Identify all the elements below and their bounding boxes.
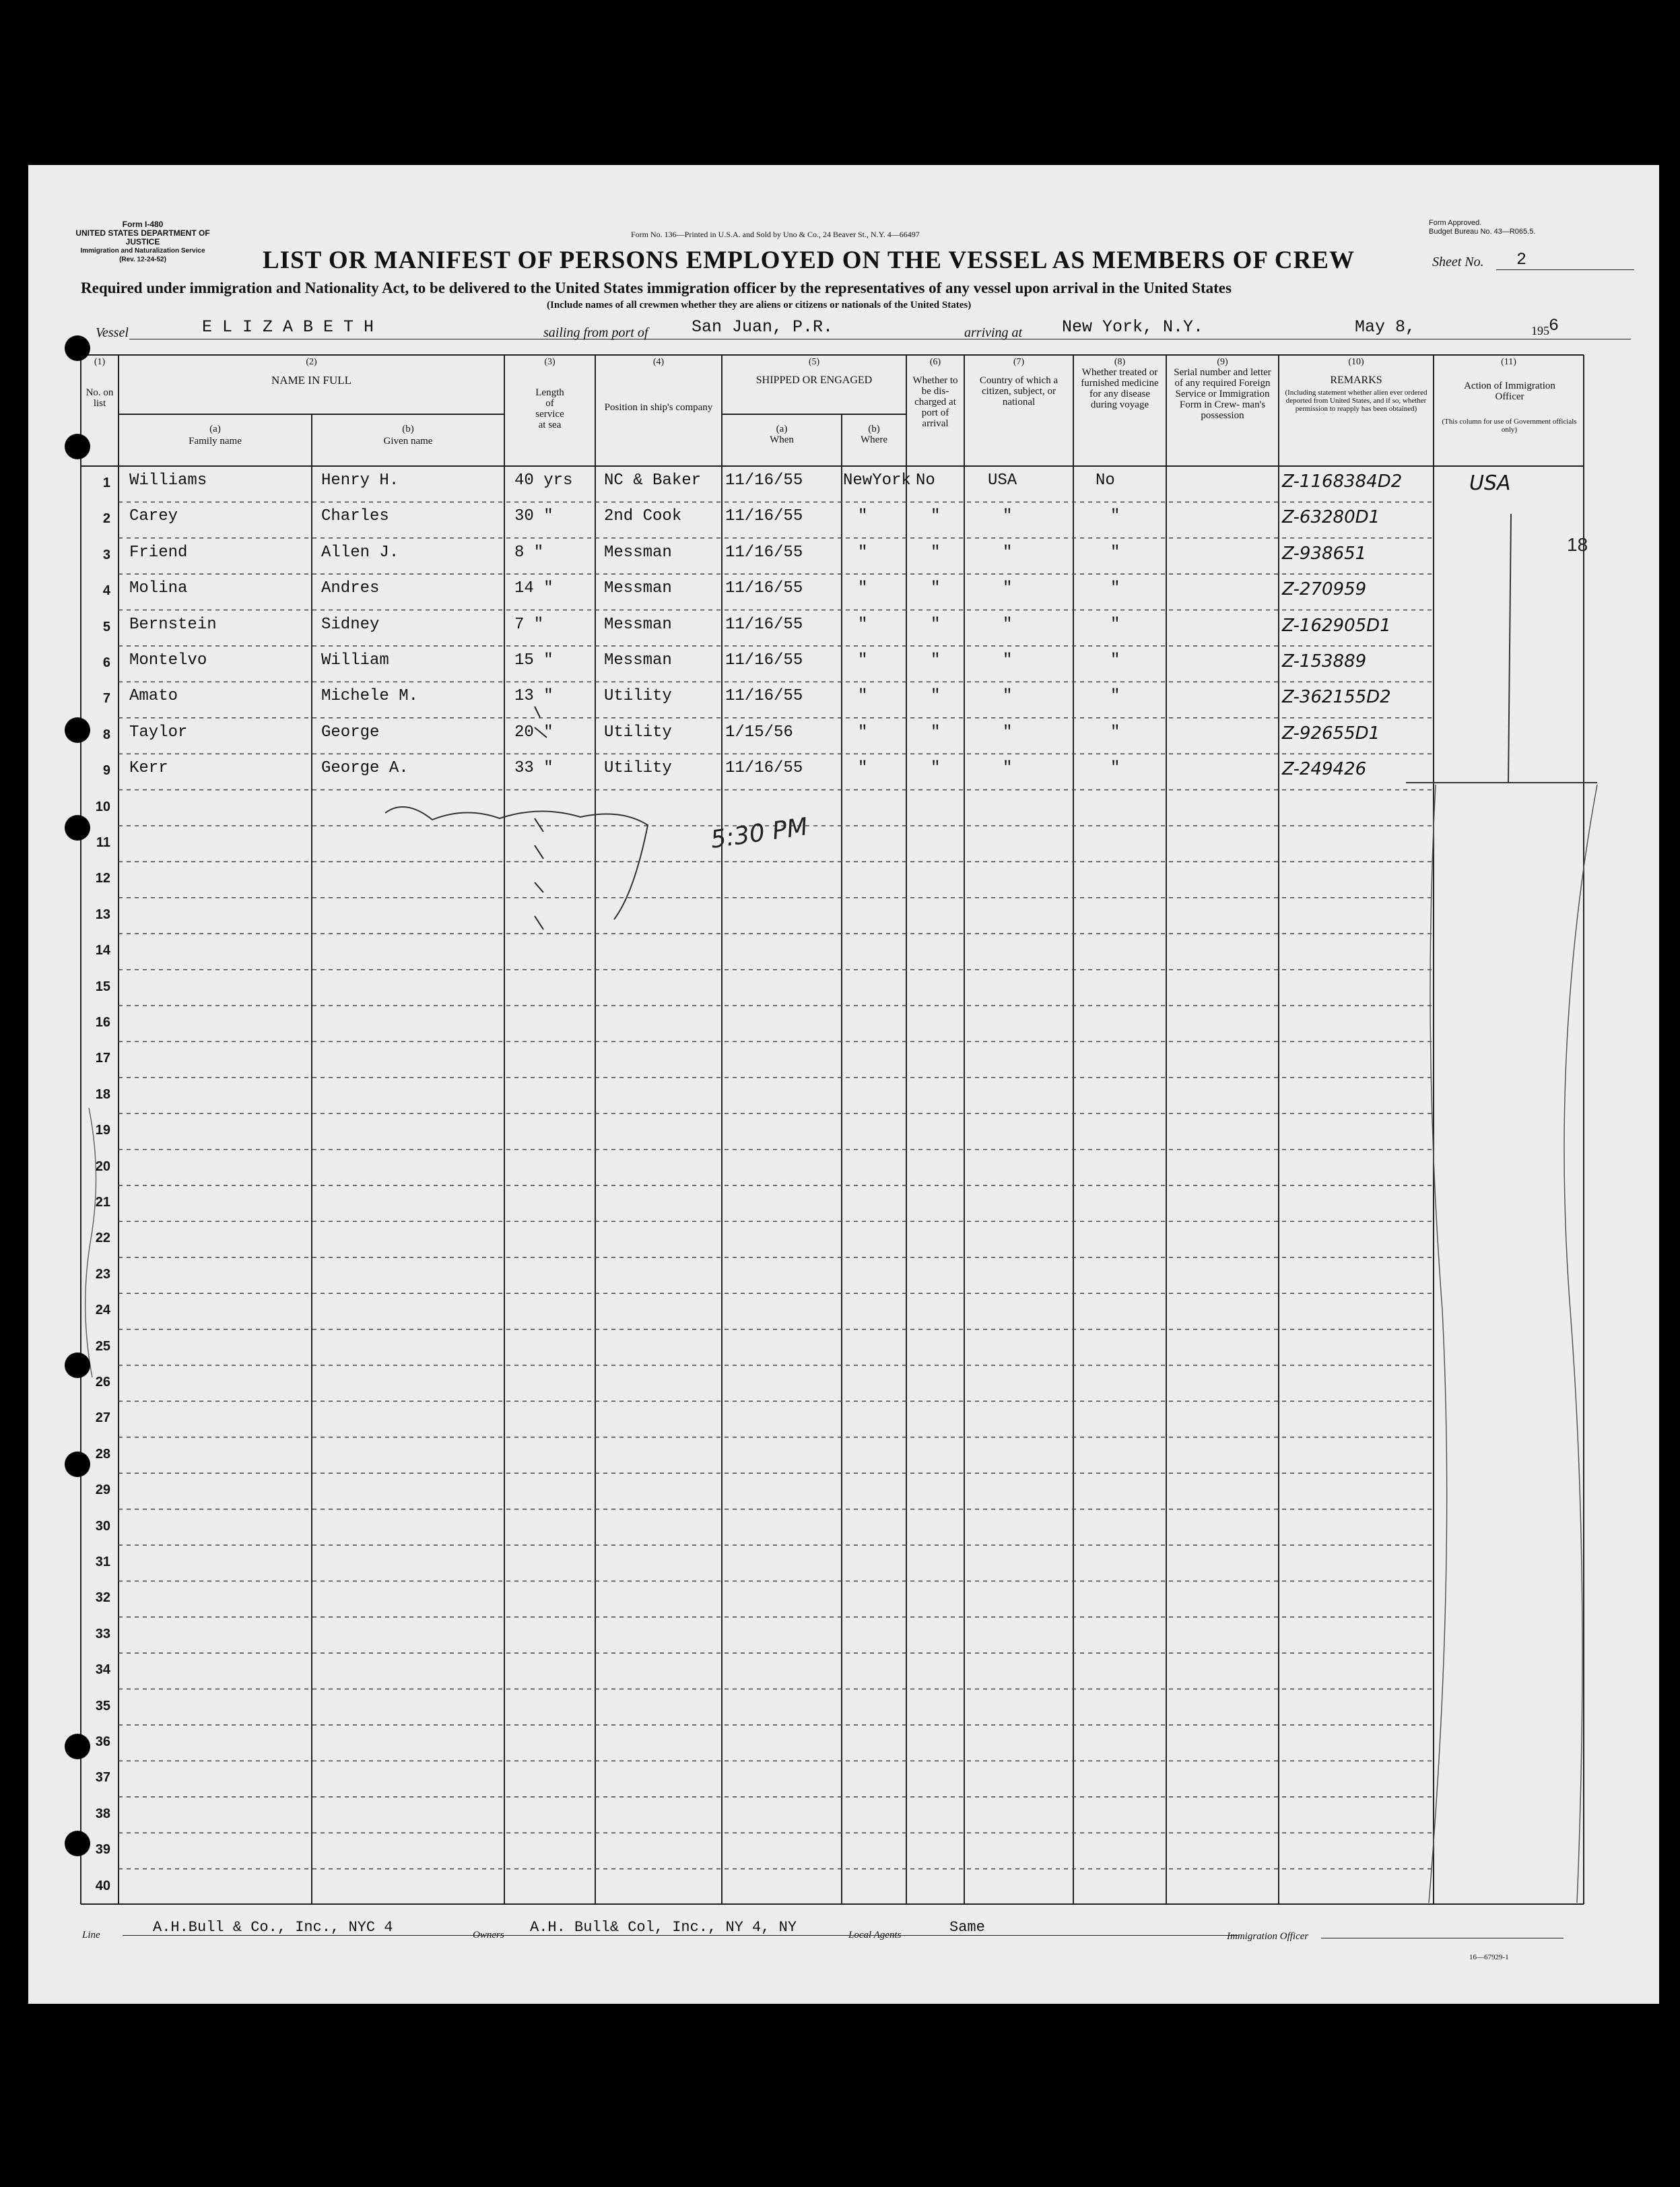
family-name-cell: Montelvo: [129, 651, 207, 670]
punch-hole: [65, 1734, 90, 1759]
country-cell: ": [1003, 543, 1013, 562]
officer-label: Immigration Officer: [1227, 1931, 1309, 1942]
arrival-port: New York, N.Y.: [1062, 317, 1204, 337]
shipped-when-cell: 11/16/55: [725, 615, 803, 634]
medicine-cell: ": [1110, 759, 1120, 778]
row-number: 20: [95, 1158, 110, 1174]
page-title: LIST OR MANIFEST OF PERSONS EMPLOYED ON THE VESSEL AS MEMBERS OF CREW: [263, 247, 1355, 274]
punch-hole: [65, 1451, 90, 1477]
punch-hole: [65, 815, 90, 841]
col-num: (6): [929, 357, 941, 367]
shipped-when-cell: 11/16/55: [725, 471, 803, 490]
shipped-where-cell: ": [858, 687, 868, 706]
remarks-cell: Z-92655D1: [1282, 723, 1380, 744]
discharged-cell: ": [931, 579, 941, 598]
row-number: 31: [95, 1555, 110, 1569]
printer-note: Form No. 136—Printed in U.S.A. and Sold by Uno & Co., 24 Beaver St., N.Y. 4—66497: [631, 230, 920, 239]
position-cell: Messman: [604, 543, 672, 562]
col-num: (1): [94, 357, 106, 367]
shipped-where-cell: ": [858, 543, 868, 562]
row-number: 28: [95, 1446, 110, 1462]
punch-hole: [65, 1831, 90, 1856]
row-number: 11: [96, 835, 110, 850]
country-cell: ": [1003, 651, 1013, 670]
discharged-cell: ": [931, 687, 941, 706]
owners-label: Owners: [473, 1930, 504, 1940]
given-name-cell: Andres: [321, 579, 380, 598]
col-num: (7): [1013, 357, 1025, 367]
position-cell: Messman: [604, 615, 672, 634]
discharged-cell: ": [931, 651, 941, 670]
remarks-cell: Z-249426: [1282, 759, 1367, 780]
row-number: 7: [102, 691, 110, 707]
year-prefix: 195: [1531, 324, 1549, 337]
col-header-family: Family name: [189, 436, 242, 447]
position-cell: NC & Baker: [604, 471, 702, 490]
country-cell: ": [1003, 723, 1013, 742]
country-cell: USA: [988, 471, 1017, 490]
shipped-when-cell: 11/16/55: [725, 579, 803, 598]
remarks-cell: Z-270959: [1282, 579, 1367, 600]
family-name-cell: Bernstein: [129, 615, 217, 634]
row-number: 12: [95, 871, 110, 886]
shipped-where-cell: NewYork: [843, 471, 911, 490]
country-cell: ": [1003, 759, 1013, 778]
row-number: 30: [95, 1518, 110, 1534]
row-number: 38: [95, 1806, 110, 1821]
sailing-port: San Juan, P.R.: [692, 317, 834, 337]
col-header-family-letter: (a): [209, 424, 221, 434]
shipped-where-cell: ": [858, 651, 868, 670]
row-number: 13: [95, 907, 110, 922]
service-cell: 13 ": [514, 687, 553, 706]
col-header-no: No. on list: [86, 387, 114, 409]
family-name-cell: Amato: [129, 687, 178, 706]
form-id-line: UNITED STATES DEPARTMENT OF JUSTICE: [75, 228, 210, 247]
approval-line: Form Approved.: [1429, 219, 1482, 227]
row-number: 36: [95, 1734, 110, 1749]
given-name-cell: George A.: [321, 759, 409, 778]
row-number: 35: [95, 1698, 110, 1713]
given-name-cell: Michele M.: [321, 687, 419, 706]
col-header-shipped: SHIPPED OR ENGAGED: [755, 374, 873, 386]
position-cell: 2nd Cook: [604, 507, 682, 526]
shipped-where-cell: ": [858, 759, 868, 778]
shipped-when-cell: 11/16/55: [725, 759, 803, 778]
discharged-cell: ": [931, 507, 941, 526]
row-number: 16: [95, 1015, 110, 1030]
position-cell: Utility: [604, 759, 672, 778]
margin-note: 18: [1567, 534, 1588, 555]
form-id-line: Form I-480: [122, 220, 164, 229]
row-number: 37: [95, 1770, 110, 1786]
line-value: A.H.Bull & Co., Inc., NYC 4: [153, 1919, 393, 1936]
row-number: 19: [95, 1123, 110, 1138]
approval-line: Budget Bureau No. 43—R065.5.: [1429, 228, 1536, 236]
row-number: 1: [102, 476, 110, 490]
shipped-when-cell: 11/16/55: [725, 507, 803, 526]
service-cell: 30 ": [514, 507, 553, 526]
medicine-cell: ": [1110, 723, 1120, 742]
row-number: 2: [102, 511, 110, 527]
col-header-remarks: REMARKS: [1330, 374, 1382, 386]
col-header-name: NAME IN FULL: [271, 374, 351, 387]
col-header-service: Length of service at sea: [535, 387, 564, 430]
include-note: (Include names of all crewmen whether they are aliens or citizens or nationals of the United States): [547, 300, 972, 311]
family-name-cell: Molina: [129, 579, 188, 598]
col-header-serial: Serial number and letter of any required Foreign Service or Immigration Form in Crew- man's possession: [1174, 367, 1271, 421]
punch-hole: [65, 434, 90, 459]
medicine-cell: ": [1110, 615, 1120, 634]
col-header-action: Action of Immigration Officer: [1464, 381, 1555, 402]
remarks-cell: Z-938651: [1282, 543, 1367, 564]
agents-value: Same: [949, 1919, 985, 1936]
row-number: 21: [95, 1195, 110, 1210]
form-id-line: Immigration and Naturalization Service: [80, 247, 205, 255]
discharged-cell: ": [931, 759, 941, 778]
row-number: 8: [102, 727, 110, 742]
row-number: 27: [95, 1410, 110, 1426]
position-cell: Utility: [604, 687, 672, 706]
given-name-cell: Allen J.: [321, 543, 399, 562]
shipped-where-cell: ": [858, 507, 868, 526]
family-name-cell: Friend: [129, 543, 188, 562]
col-header-action-note: (This column for use of Government officials only): [1442, 418, 1577, 434]
service-cell: 20 ": [514, 723, 553, 742]
row-number: 6: [102, 655, 110, 670]
given-name-cell: George: [321, 723, 380, 742]
medicine-cell: ": [1110, 543, 1120, 562]
col-header-country: Country of which a citizen, subject, or national: [979, 375, 1059, 407]
shipped-when-cell: 11/16/55: [725, 687, 803, 706]
service-cell: 7 ": [514, 615, 544, 634]
remarks-cell: Z-162905D1: [1282, 615, 1391, 636]
col-header-medicine: Whether treated or furnished medicine for any disease during voyage: [1081, 367, 1159, 410]
family-name-cell: Taylor: [129, 723, 188, 742]
row-number: 3: [102, 547, 110, 562]
col-num: (11): [1501, 357, 1516, 367]
row-number: 18: [95, 1086, 110, 1102]
col-num: (10): [1348, 357, 1364, 367]
shipped-when-cell: 11/16/55: [725, 543, 803, 562]
manifest-sheet: [28, 165, 1659, 2004]
arrival-date: May 8,: [1355, 317, 1416, 337]
country-cell: ": [1003, 687, 1013, 706]
service-cell: 14 ": [514, 579, 553, 598]
owners-value: A.H. Bull& Col, Inc., NY 4, NY: [530, 1919, 797, 1936]
given-name-cell: Sidney: [321, 615, 380, 634]
action-cell: USA: [1469, 471, 1511, 495]
row-number: 10: [95, 799, 110, 814]
col-header-position: Position in ship's company: [604, 402, 713, 413]
col-header-where: Where: [861, 434, 887, 445]
medicine-cell: ": [1110, 651, 1120, 670]
form-code: 16—67929-1: [1469, 1953, 1509, 1961]
vessel-name: E L I Z A B E T H: [202, 317, 374, 337]
page-subtitle: Required under immigration and Nationality Act, to be delivered to the United States immigration officer by the representatives of any vessel upon arrival in the United States: [81, 280, 1232, 296]
shipped-where-cell: ": [858, 615, 868, 634]
row-number: 34: [95, 1662, 110, 1678]
punch-hole: [65, 335, 90, 361]
row-number: 39: [95, 1842, 110, 1858]
row-number: 32: [95, 1590, 110, 1606]
remarks-cell: Z-362155D2: [1282, 687, 1391, 708]
discharged-cell: ": [931, 543, 941, 562]
shipped-where-cell: ": [858, 723, 868, 742]
medicine-cell: No: [1096, 471, 1115, 490]
service-cell: 15 ": [514, 651, 553, 670]
service-cell: 40 yrs: [514, 471, 573, 490]
agents-label: Local Agents: [848, 1930, 902, 1940]
row-number: 24: [95, 1303, 110, 1318]
row-number: 29: [95, 1482, 110, 1498]
country-cell: ": [1003, 507, 1013, 526]
col-num: (4): [652, 357, 665, 367]
discharged-cell: ": [931, 615, 941, 634]
service-cell: 33 ": [514, 759, 553, 778]
col-num: (2): [306, 357, 317, 367]
medicine-cell: ": [1110, 507, 1120, 526]
col-num: (5): [808, 357, 820, 367]
row-number: 25: [95, 1338, 110, 1354]
country-cell: ": [1003, 615, 1013, 634]
col-header-remarks-note: (Including statement whether alien ever ordered deported from United States, and if so, whether permission to reapply has been obtained): [1285, 389, 1427, 413]
vessel-label: Vessel: [96, 325, 129, 340]
row-number: 9: [102, 763, 110, 779]
shipped-when-cell: 11/16/55: [725, 651, 803, 670]
row-number: 5: [102, 619, 110, 634]
sheet-number: 2: [1516, 250, 1527, 269]
col-header-when: When: [770, 434, 794, 445]
col-num: (8): [1114, 357, 1126, 367]
row-number: 40: [95, 1878, 110, 1893]
row-number: 33: [95, 1626, 110, 1641]
form-id-line: (Rev. 12-24-52): [119, 256, 166, 263]
footer-underline: [123, 1935, 1238, 1936]
row-number: 14: [95, 943, 110, 958]
row-number: 22: [95, 1231, 110, 1246]
row-number: 17: [95, 1051, 110, 1066]
row-number: 26: [95, 1375, 110, 1390]
position-cell: Messman: [604, 651, 672, 670]
position-cell: Utility: [604, 723, 672, 742]
shipped-when-cell: 1/15/56: [725, 723, 793, 742]
time-note: 5:30 PM: [708, 813, 810, 854]
remarks-cell: Z-153889: [1282, 651, 1367, 672]
col-num: (9): [1217, 357, 1228, 367]
year-suffix: 6: [1549, 316, 1559, 335]
given-name-cell: Henry H.: [321, 471, 399, 490]
position-cell: Messman: [604, 579, 672, 598]
col-num: (3): [544, 357, 556, 367]
family-name-cell: Kerr: [129, 759, 168, 778]
country-cell: ": [1003, 579, 1013, 598]
given-name-cell: William: [321, 651, 389, 670]
col-header-when-letter: (a): [776, 424, 788, 434]
family-name-cell: Carey: [129, 507, 178, 526]
shipped-where-cell: ": [858, 579, 868, 598]
medicine-cell: ": [1110, 579, 1120, 598]
service-cell: 8 ": [514, 543, 544, 562]
remarks-cell: Z-1168384D2: [1282, 471, 1403, 492]
col-header-given-letter: (b): [402, 424, 414, 434]
sheet-label: Sheet No.: [1432, 255, 1484, 269]
discharged-cell: ": [931, 723, 941, 742]
arriving-label: arriving at: [964, 325, 1023, 340]
line-label: Line: [82, 1930, 100, 1940]
punch-hole: [65, 1352, 90, 1378]
row-number: 15: [95, 979, 110, 994]
punch-hole: [65, 717, 90, 743]
col-header-where-letter: (b): [868, 424, 880, 434]
row-number: 4: [102, 583, 110, 599]
discharged-cell: No: [916, 471, 935, 490]
medicine-cell: ": [1110, 687, 1120, 706]
given-name-cell: Charles: [321, 507, 389, 526]
remarks-cell: Z-63280D1: [1282, 507, 1380, 528]
col-header-given: Given name: [383, 436, 433, 447]
row-number: 23: [95, 1266, 110, 1282]
sailing-label: sailing from port of: [543, 325, 648, 340]
family-name-cell: Williams: [129, 471, 207, 490]
col-header-discharged: Whether to be dis- charged at port of arrival: [912, 375, 958, 429]
